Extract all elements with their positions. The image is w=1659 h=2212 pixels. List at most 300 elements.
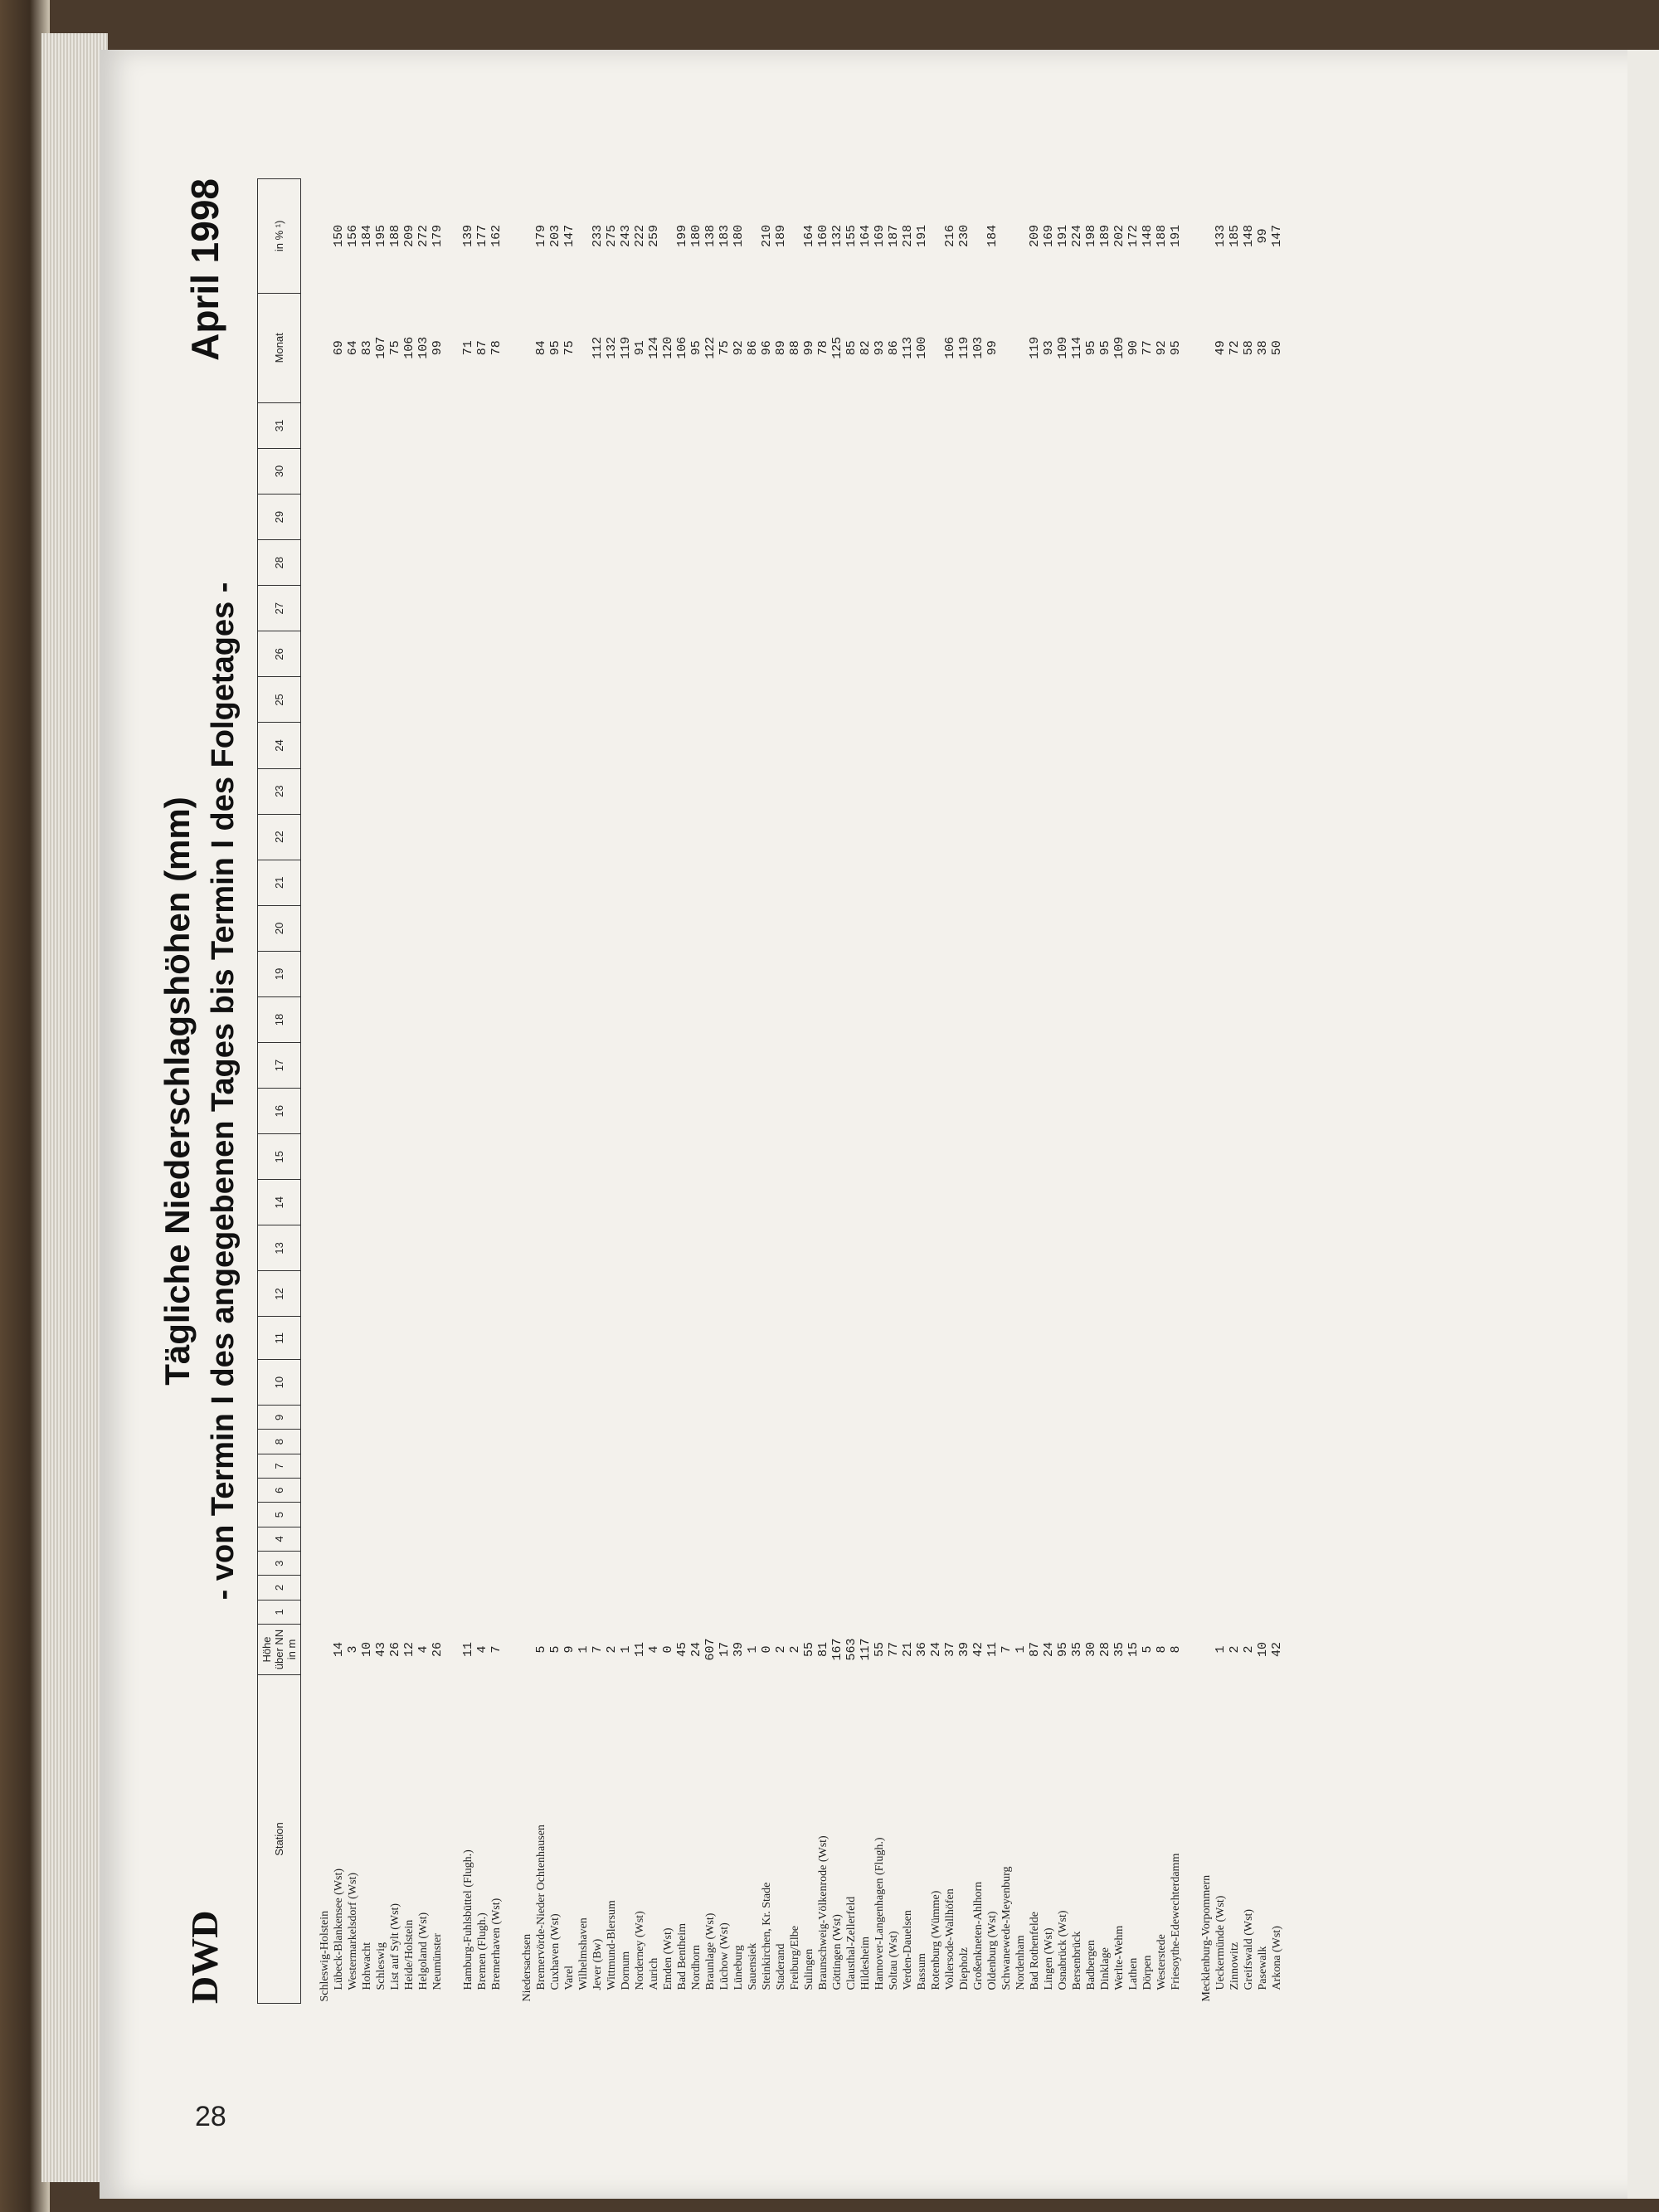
day-cell bbox=[489, 1503, 504, 1527]
day-cell bbox=[774, 540, 788, 586]
day-cell bbox=[1141, 1479, 1155, 1503]
day-cell bbox=[431, 1430, 445, 1454]
day-cell bbox=[732, 540, 746, 586]
percent-of-normal: 180 bbox=[732, 224, 746, 247]
day-cell bbox=[562, 1454, 577, 1478]
day-cell bbox=[746, 1454, 760, 1478]
day-cell bbox=[1042, 1454, 1056, 1478]
day-cell bbox=[1028, 1430, 1042, 1454]
day-cell bbox=[746, 1576, 760, 1600]
day-cell bbox=[534, 449, 548, 495]
day-cell bbox=[844, 1134, 859, 1180]
day-cell bbox=[332, 449, 346, 495]
day-cell bbox=[1112, 540, 1126, 586]
day-cell bbox=[703, 814, 718, 860]
day-cell bbox=[475, 1134, 489, 1180]
day-cell bbox=[1228, 951, 1242, 996]
day-cell bbox=[431, 1454, 445, 1478]
day-cell bbox=[1169, 905, 1183, 951]
day-cell bbox=[633, 860, 647, 905]
day-cell bbox=[591, 1089, 605, 1134]
day-cell bbox=[1014, 586, 1028, 631]
day-cell bbox=[647, 586, 661, 631]
day-cell bbox=[1256, 723, 1270, 768]
day-cell bbox=[1228, 1454, 1242, 1478]
month-total: 112 bbox=[591, 336, 605, 359]
day-cell bbox=[1126, 1406, 1141, 1430]
day-cell bbox=[1084, 1503, 1098, 1527]
day-cell bbox=[562, 1552, 577, 1576]
group-spacer bbox=[504, 179, 520, 2004]
station-height: 8 bbox=[1155, 1645, 1169, 1654]
day-cell bbox=[760, 1089, 774, 1134]
day-cell bbox=[1014, 1503, 1028, 1527]
day-cell bbox=[431, 1089, 445, 1134]
day-cell bbox=[844, 586, 859, 631]
day-cell bbox=[374, 449, 388, 495]
day-cell bbox=[887, 1271, 901, 1317]
day-cell bbox=[388, 768, 402, 814]
day-cell bbox=[431, 1271, 445, 1317]
day-cell bbox=[689, 1454, 703, 1478]
day-cell bbox=[788, 1600, 802, 1624]
table-header-row bbox=[258, 179, 301, 2004]
day-cell bbox=[844, 1576, 859, 1600]
day-cell bbox=[374, 814, 388, 860]
day-cell bbox=[985, 905, 1000, 951]
day-cell bbox=[1141, 1576, 1155, 1600]
day-cell bbox=[703, 723, 718, 768]
day-cell bbox=[915, 449, 929, 495]
day-cell bbox=[534, 1430, 548, 1454]
day-cell bbox=[1214, 996, 1228, 1042]
day-cell bbox=[1028, 1552, 1042, 1576]
day-cell bbox=[633, 1043, 647, 1089]
day-cell bbox=[605, 1527, 619, 1551]
percent-of-normal: 191 bbox=[915, 224, 929, 247]
day-cell bbox=[1000, 723, 1014, 768]
day-cell bbox=[1169, 540, 1183, 586]
day-cell bbox=[816, 495, 830, 540]
percent-of-normal: 189 bbox=[1098, 224, 1112, 247]
group-heading bbox=[318, 179, 332, 2004]
day-cell bbox=[619, 768, 633, 814]
day-cell bbox=[534, 1406, 548, 1430]
day-cell bbox=[1214, 860, 1228, 905]
day-cell bbox=[802, 951, 816, 996]
day-cell bbox=[534, 495, 548, 540]
day-cell bbox=[788, 951, 802, 996]
day-cell bbox=[1155, 814, 1169, 860]
day-cell bbox=[1070, 1576, 1084, 1600]
day-cell bbox=[1228, 1503, 1242, 1527]
day-cell bbox=[1155, 1225, 1169, 1271]
table-row bbox=[633, 179, 647, 2004]
day-cell bbox=[1098, 1089, 1112, 1134]
day-cell bbox=[1242, 1134, 1256, 1180]
day-cell bbox=[929, 1479, 943, 1503]
day-cell bbox=[915, 1225, 929, 1271]
day-cell bbox=[830, 1089, 844, 1134]
day-cell bbox=[703, 677, 718, 723]
day-cell bbox=[461, 402, 475, 448]
day-cell bbox=[1014, 860, 1028, 905]
day-cell bbox=[957, 1527, 971, 1551]
day-cell bbox=[332, 1360, 346, 1406]
day-cell bbox=[332, 1089, 346, 1134]
day-cell bbox=[475, 495, 489, 540]
day-cell bbox=[985, 1043, 1000, 1089]
day-cell bbox=[416, 495, 431, 540]
day-cell bbox=[887, 540, 901, 586]
day-cell bbox=[534, 586, 548, 631]
station-name: Badbergen bbox=[1085, 1940, 1097, 1990]
day-cell bbox=[346, 586, 360, 631]
day-cell bbox=[703, 1225, 718, 1271]
day-cell bbox=[431, 860, 445, 905]
day-cell bbox=[633, 1180, 647, 1225]
day-cell bbox=[1070, 1089, 1084, 1134]
day-cell bbox=[332, 1600, 346, 1624]
day-cell bbox=[577, 1089, 591, 1134]
day-cell bbox=[461, 723, 475, 768]
day-cell bbox=[844, 905, 859, 951]
percent-of-normal: 209 bbox=[402, 224, 416, 247]
day-cell bbox=[1169, 402, 1183, 448]
day-cell bbox=[1098, 540, 1112, 586]
day-cell bbox=[816, 814, 830, 860]
day-cell bbox=[887, 951, 901, 996]
day-cell bbox=[577, 1479, 591, 1503]
day-cell bbox=[943, 1317, 957, 1360]
station-name: Bad Bentheim bbox=[676, 1923, 688, 1990]
day-cell bbox=[732, 1134, 746, 1180]
day-cell bbox=[1056, 1089, 1070, 1134]
day-cell bbox=[774, 586, 788, 631]
day-cell bbox=[1242, 631, 1256, 677]
day-cell bbox=[1112, 1317, 1126, 1360]
month-total: 100 bbox=[915, 336, 929, 359]
table-row bbox=[929, 179, 943, 2004]
day-cell bbox=[830, 1479, 844, 1503]
day-cell bbox=[360, 951, 374, 996]
day-cell bbox=[619, 1479, 633, 1503]
table-row bbox=[577, 179, 591, 2004]
day-cell bbox=[1214, 1134, 1228, 1180]
day-cell bbox=[1214, 1576, 1228, 1600]
day-cell bbox=[901, 860, 915, 905]
month-total: 95 bbox=[1098, 340, 1112, 356]
day-cell bbox=[461, 495, 475, 540]
group-name: Schleswig-Holstein bbox=[319, 1910, 331, 2002]
day-cell bbox=[1028, 1089, 1042, 1134]
day-cell bbox=[431, 996, 445, 1042]
day-cell bbox=[746, 996, 760, 1042]
day-cell bbox=[718, 1430, 732, 1454]
day-cell bbox=[591, 860, 605, 905]
day-cell bbox=[985, 1503, 1000, 1527]
day-cell bbox=[1242, 1503, 1256, 1527]
day-cell bbox=[915, 402, 929, 448]
day-cell bbox=[1169, 1134, 1183, 1180]
day-cell bbox=[816, 631, 830, 677]
day-cell bbox=[1098, 586, 1112, 631]
day-cell bbox=[548, 1406, 562, 1430]
day-cell bbox=[1169, 1479, 1183, 1503]
day-cell bbox=[816, 905, 830, 951]
day-cell bbox=[633, 449, 647, 495]
table-row bbox=[985, 179, 1000, 2004]
day-cell bbox=[1098, 1225, 1112, 1271]
day-cell bbox=[844, 1503, 859, 1527]
day-cell bbox=[957, 951, 971, 996]
day-cell bbox=[431, 1527, 445, 1551]
day-cell bbox=[830, 768, 844, 814]
day-cell bbox=[475, 1479, 489, 1503]
day-cell bbox=[1126, 814, 1141, 860]
day-cell bbox=[957, 1089, 971, 1134]
percent-of-normal: 99 bbox=[1256, 228, 1270, 244]
day-cell bbox=[1228, 860, 1242, 905]
day-cell bbox=[732, 723, 746, 768]
day-cell bbox=[360, 1576, 374, 1600]
day-cell bbox=[760, 540, 774, 586]
day-cell bbox=[1141, 1360, 1155, 1406]
day-cell bbox=[1000, 1430, 1014, 1454]
day-cell bbox=[1014, 402, 1028, 448]
day-cell bbox=[732, 996, 746, 1042]
station-height: 4 bbox=[475, 1645, 489, 1654]
day-cell bbox=[915, 1134, 929, 1180]
day-cell bbox=[1141, 1180, 1155, 1225]
day-cell bbox=[534, 1271, 548, 1317]
day-cell bbox=[760, 1454, 774, 1478]
day-cell bbox=[461, 905, 475, 951]
day-cell bbox=[562, 1430, 577, 1454]
table-row bbox=[901, 179, 915, 2004]
day-cell bbox=[830, 1360, 844, 1406]
day-cell bbox=[489, 1454, 504, 1478]
station-name: Aurich bbox=[648, 1957, 660, 1990]
day-cell bbox=[360, 1134, 374, 1180]
day-cell bbox=[1214, 449, 1228, 495]
day-cell bbox=[746, 1180, 760, 1225]
station-name: Varel bbox=[563, 1965, 576, 1990]
day-cell bbox=[661, 996, 675, 1042]
day-cell bbox=[788, 996, 802, 1042]
day-cell bbox=[360, 996, 374, 1042]
day-cell bbox=[732, 1430, 746, 1454]
day-cell bbox=[901, 1406, 915, 1430]
day-cell bbox=[461, 586, 475, 631]
group-spacer bbox=[445, 179, 461, 2004]
day-cell bbox=[1112, 1225, 1126, 1271]
day-cell bbox=[943, 1089, 957, 1134]
day-cell bbox=[873, 1360, 887, 1406]
percent-of-normal: 230 bbox=[957, 224, 971, 247]
station-name: Lingen (Wst) bbox=[1043, 1927, 1055, 1990]
day-cell bbox=[461, 768, 475, 814]
station-name: Sauensiek bbox=[747, 1942, 759, 1990]
day-cell bbox=[1028, 1503, 1042, 1527]
day-cell bbox=[548, 860, 562, 905]
percent-of-normal: 272 bbox=[416, 224, 431, 247]
day-cell bbox=[1256, 449, 1270, 495]
day-cell bbox=[475, 723, 489, 768]
day-cell bbox=[760, 1180, 774, 1225]
day-cell bbox=[1070, 1271, 1084, 1317]
day-cell bbox=[859, 1552, 873, 1576]
day-cell bbox=[1126, 1089, 1141, 1134]
day-cell bbox=[1155, 1406, 1169, 1430]
day-cell bbox=[929, 1454, 943, 1478]
station-height: 10 bbox=[360, 1642, 374, 1658]
day-cell bbox=[577, 449, 591, 495]
day-cell bbox=[1070, 449, 1084, 495]
day-cell bbox=[816, 723, 830, 768]
day-cell bbox=[1270, 951, 1284, 996]
day-cell bbox=[1070, 1317, 1084, 1360]
day-cell bbox=[461, 1454, 475, 1478]
day-cell bbox=[1214, 1043, 1228, 1089]
day-cell bbox=[732, 1454, 746, 1478]
day-cell bbox=[534, 1479, 548, 1503]
day-cell bbox=[802, 586, 816, 631]
day-cell bbox=[718, 677, 732, 723]
day-cell bbox=[1112, 1479, 1126, 1503]
day-cell bbox=[816, 1406, 830, 1430]
day-cell bbox=[985, 449, 1000, 495]
day-cell bbox=[461, 1134, 475, 1180]
percent-of-normal: 156 bbox=[346, 224, 360, 247]
month-total: 109 bbox=[1112, 336, 1126, 359]
day-cell bbox=[718, 1043, 732, 1089]
month-total: 93 bbox=[1042, 340, 1056, 356]
table-row bbox=[802, 179, 816, 2004]
station-height: 95 bbox=[1056, 1642, 1070, 1658]
col-day: 30 bbox=[258, 449, 301, 495]
station-name: Cuxhaven (Wst) bbox=[549, 1913, 562, 1990]
day-cell bbox=[830, 1317, 844, 1360]
day-cell bbox=[929, 1576, 943, 1600]
col-day: 11 bbox=[258, 1317, 301, 1360]
day-cell bbox=[732, 402, 746, 448]
day-cell bbox=[675, 1430, 689, 1454]
day-cell bbox=[374, 1360, 388, 1406]
day-cell bbox=[1126, 677, 1141, 723]
day-cell bbox=[388, 905, 402, 951]
day-cell bbox=[360, 1043, 374, 1089]
day-cell bbox=[1155, 996, 1169, 1042]
day-cell bbox=[1270, 631, 1284, 677]
day-cell bbox=[760, 905, 774, 951]
day-cell bbox=[633, 1576, 647, 1600]
day-cell bbox=[675, 996, 689, 1042]
day-cell bbox=[985, 1225, 1000, 1271]
day-cell bbox=[388, 1180, 402, 1225]
day-cell bbox=[402, 402, 416, 448]
day-cell bbox=[360, 1317, 374, 1360]
day-cell bbox=[1270, 1360, 1284, 1406]
day-cell bbox=[957, 586, 971, 631]
day-cell bbox=[802, 402, 816, 448]
day-cell bbox=[703, 402, 718, 448]
day-cell bbox=[562, 1134, 577, 1180]
day-cell bbox=[929, 1503, 943, 1527]
day-cell bbox=[591, 495, 605, 540]
day-cell bbox=[774, 1503, 788, 1527]
day-cell bbox=[1169, 1225, 1183, 1271]
day-cell bbox=[416, 951, 431, 996]
day-cell bbox=[887, 1503, 901, 1527]
day-cell bbox=[416, 814, 431, 860]
day-cell bbox=[346, 1527, 360, 1551]
percent-of-normal: 188 bbox=[1155, 224, 1169, 247]
month-total: 106 bbox=[675, 336, 689, 359]
percent-of-normal bbox=[971, 179, 985, 294]
day-cell bbox=[374, 723, 388, 768]
day-cell bbox=[929, 495, 943, 540]
table-row bbox=[873, 179, 887, 2004]
day-cell bbox=[360, 905, 374, 951]
day-cell bbox=[774, 860, 788, 905]
day-cell bbox=[1112, 1503, 1126, 1527]
day-cell bbox=[1056, 1430, 1070, 1454]
day-cell bbox=[718, 1225, 732, 1271]
day-cell bbox=[802, 1454, 816, 1478]
day-cell bbox=[461, 996, 475, 1042]
day-cell bbox=[416, 449, 431, 495]
day-cell bbox=[985, 495, 1000, 540]
day-cell bbox=[647, 1043, 661, 1089]
day-cell bbox=[591, 1600, 605, 1624]
day-cell bbox=[1042, 449, 1056, 495]
day-cell bbox=[830, 905, 844, 951]
day-cell bbox=[830, 449, 844, 495]
day-cell bbox=[534, 1360, 548, 1406]
day-cell bbox=[844, 1527, 859, 1551]
day-cell bbox=[1112, 860, 1126, 905]
day-cell bbox=[1056, 1454, 1070, 1478]
day-cell bbox=[489, 1406, 504, 1430]
day-cell bbox=[402, 1180, 416, 1225]
day-cell bbox=[985, 540, 1000, 586]
day-cell bbox=[619, 951, 633, 996]
day-cell bbox=[416, 1503, 431, 1527]
day-cell bbox=[887, 1576, 901, 1600]
day-cell bbox=[1098, 996, 1112, 1042]
day-cell bbox=[703, 1180, 718, 1225]
day-cell bbox=[985, 1360, 1000, 1406]
table-row bbox=[1242, 179, 1256, 2004]
publisher-label: DWD bbox=[183, 1910, 226, 2004]
day-cell bbox=[619, 905, 633, 951]
day-cell bbox=[1155, 1180, 1169, 1225]
day-cell bbox=[562, 1406, 577, 1430]
day-cell bbox=[346, 1317, 360, 1360]
table-row bbox=[332, 179, 346, 2004]
day-cell bbox=[489, 1043, 504, 1089]
day-cell bbox=[703, 1600, 718, 1624]
month-total: 50 bbox=[1270, 340, 1284, 356]
day-cell bbox=[577, 1043, 591, 1089]
day-cell bbox=[332, 1180, 346, 1225]
day-cell bbox=[374, 631, 388, 677]
day-cell bbox=[774, 723, 788, 768]
day-cell bbox=[1014, 1317, 1028, 1360]
day-cell bbox=[929, 996, 943, 1042]
day-cell bbox=[746, 586, 760, 631]
